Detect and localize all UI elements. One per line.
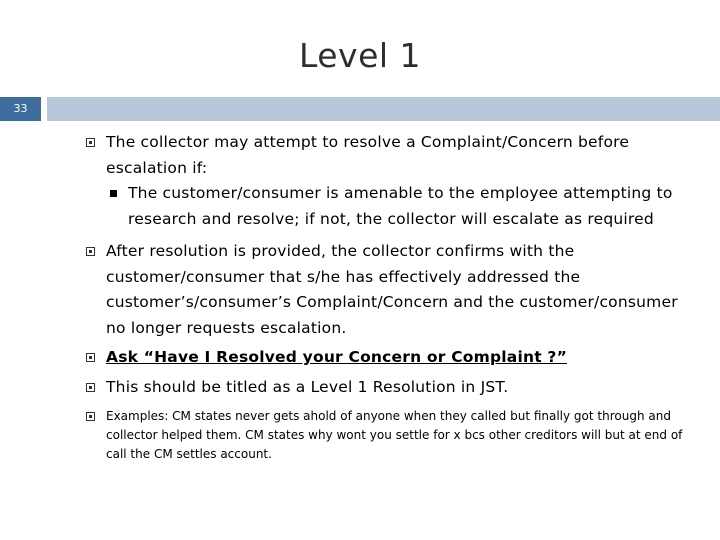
bullet-item bbox=[86, 407, 696, 464]
slide-number: 33 bbox=[0, 97, 41, 121]
bullet-item bbox=[86, 130, 696, 181]
bullet-text: Examples: CM states never gets ahold of anyone when they called but finally got through and collector helped them. CM states why wont you settle for x bcs other creditors will but at end of call the CM settles account. bbox=[106, 409, 683, 461]
bullet-text: After resolution is provided, the collector confirms with the customer/consumer that s/he has effectively addressed the customer’s/consumer’s Complaint/Concern and the customer/consumer no longer requests escalation. bbox=[106, 242, 678, 337]
square-bullet-icon bbox=[86, 247, 95, 256]
sub-bullet-text: The customer/consumer is amenable to the employee attempting to research and resolve; if not, the collector will escalate as required bbox=[128, 184, 673, 228]
bullet-item bbox=[86, 375, 696, 401]
title-bar bbox=[47, 97, 720, 121]
square-bullet-icon bbox=[86, 383, 95, 392]
bullet-text: This should be titled as a Level 1 Resolution in JST. bbox=[106, 377, 509, 396]
square-bullet-icon bbox=[86, 353, 95, 362]
bullet-item bbox=[86, 239, 696, 341]
bullet-text: Ask “Have I Resolved your Concern or Complaint ?” bbox=[106, 348, 567, 366]
filled-square-bullet-icon bbox=[110, 190, 117, 197]
sub-bullet-item bbox=[86, 181, 696, 232]
square-bullet-icon bbox=[86, 138, 95, 147]
slide-content bbox=[86, 130, 696, 464]
slide-title: Level 1 bbox=[298, 36, 422, 75]
square-bullet-icon bbox=[86, 412, 95, 421]
bullet-text: The collector may attempt to resolve a Complaint/Concern before escalation if: bbox=[106, 133, 630, 177]
bullet-item bbox=[86, 345, 696, 371]
